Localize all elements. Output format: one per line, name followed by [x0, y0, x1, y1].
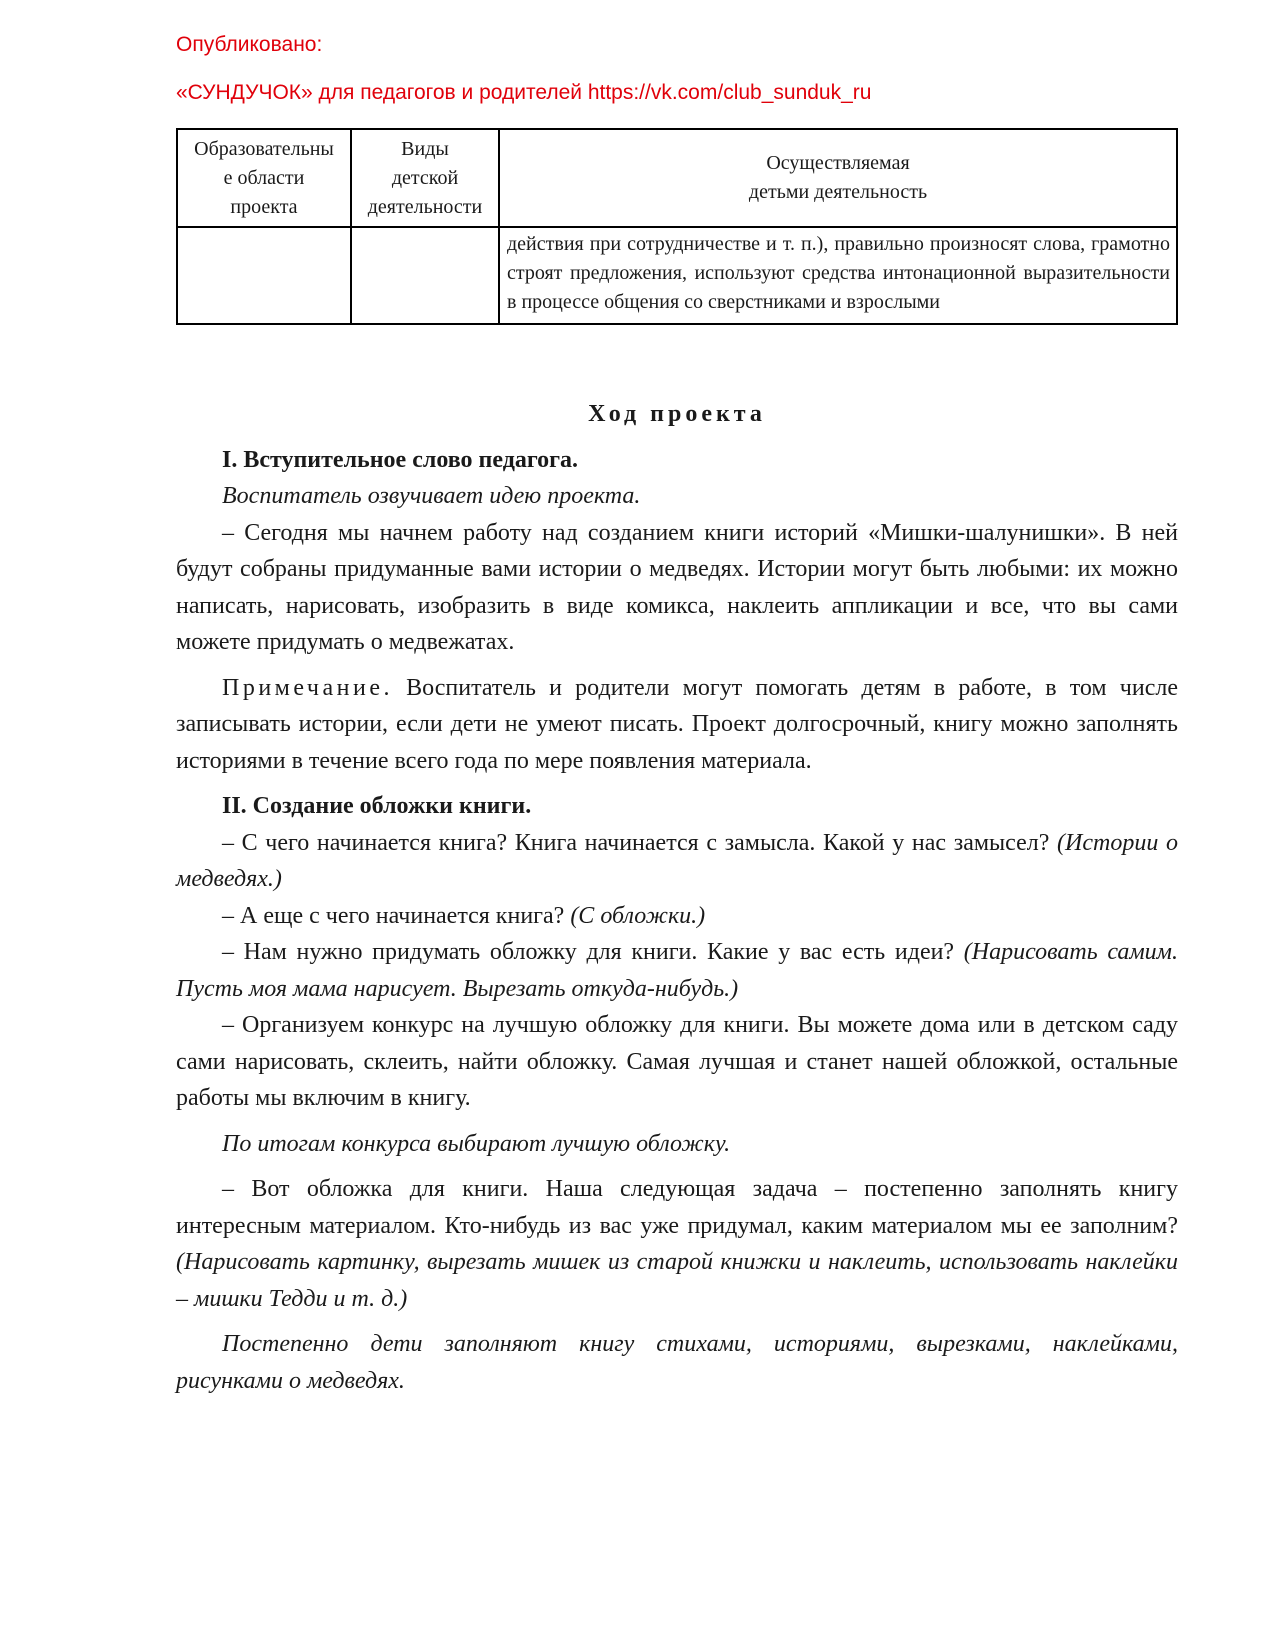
- document-body: [176, 396, 1178, 1399]
- remark-label: Примечание.: [222, 674, 393, 701]
- header-line: е области: [223, 166, 305, 189]
- contest-note: По итогам конкурса выбирают лучшую обложку.: [222, 1130, 731, 1157]
- final-note: Постепенно дети заполняют книгу стихами, историями, вырезками, наклейками, рисунками о медведях.: [176, 1331, 1178, 1394]
- question-text: – Вот обложка для книги. Наша следующая задача – постепенно заполнять книгу интересным материалом. Кто-нибудь из вас уже придумал, каким материалом мы ее заполним?: [176, 1176, 1178, 1239]
- answer-text: (Истории о медведях.): [176, 829, 1179, 892]
- header-children-activity: [499, 129, 1177, 227]
- answer-text: (С обложки.): [570, 902, 706, 929]
- header-line: деятельности: [367, 195, 483, 218]
- table-row: [177, 227, 1177, 324]
- header-line: детьми деятельность: [748, 181, 928, 203]
- question-text: – А еще с чего начинается книга?: [222, 902, 571, 929]
- header-line: Осуществляемая: [766, 152, 910, 174]
- table-header-row: [177, 129, 1177, 227]
- table-cell-areas: [177, 227, 351, 324]
- remark-text: Воспитатель и родители могут помогать детям в работе, в том числе записывать истории, если дети не умеют писать. Проект долгосрочный, книгу можно заполнять историями в течение всего года по мере появления материала.: [176, 674, 1178, 774]
- teacher-speech: – Сегодня мы начнем работу над созданием книги историй «Мишки-шалунишки». В ней будут собраны придуманные вами истории о медведях. Истории могут быть любыми: их можно написать, нарисовать, изобразить в виде комикса, наклеить аппликации и все, что вы сами можете придумать о медвежатах.: [176, 519, 1178, 655]
- header-line: детской: [391, 166, 459, 189]
- header-line: Виды: [401, 137, 449, 160]
- contest-paragraph: – Организуем конкурс на лучшую обложку для книги. Вы можете дома или в детском саду сами нарисовать, склеить, найти обложку. Самая лучшая и станет нашей обложкой, остальные работы мы включим в книгу.: [176, 1012, 1178, 1111]
- dialogue-line: [176, 934, 1178, 1007]
- teacher-note: Воспитатель озвучивает идею проекта.: [222, 483, 641, 509]
- header-line: Образовательны: [194, 137, 334, 160]
- section-2-heading: II. Создание обложки книги.: [222, 793, 532, 819]
- question-text: – Нам нужно придумать обложку для книги. Какие у вас есть идеи?: [222, 939, 964, 965]
- header-educational-areas: [177, 129, 351, 227]
- section-1-heading: I. Вступительное слово педагога.: [222, 446, 579, 473]
- dialogue-line: [176, 898, 1178, 935]
- remark-paragraph: [176, 670, 1178, 780]
- answer-text: (Нарисовать картинку, вырезать мишек из старой книжки и наклеить, использовать наклейки – мишки Тедди и т. д.): [176, 1249, 1178, 1312]
- header-activity-types: [351, 129, 499, 227]
- dialogue-line: [176, 825, 1178, 898]
- table-cell-types: [351, 227, 499, 324]
- project-table: [176, 128, 1178, 325]
- header-line: проекта: [230, 195, 298, 218]
- question-text: – С чего начинается книга? Книга начинается с замысла. Какой у нас замысел?: [222, 829, 1058, 856]
- source-line: «СУНДУЧОК» для педагогов и родителей https://vk.com/club_sunduk_ru: [176, 81, 872, 104]
- table-cell-activity: действия при сотрудничестве и т. п.), правильно произносят слова, грамотно строят предложения, используют средства интонационной выразительности в процессе общения со сверстниками и взрослыми: [499, 227, 1177, 324]
- section-title: Ход проекта: [588, 401, 766, 427]
- answer-text: (Нарисовать самим. Пусть моя мама нарисует. Вырезать откуда-нибудь.): [176, 939, 1178, 1002]
- dialogue-line: [176, 1171, 1178, 1317]
- published-label: Опубликовано:: [176, 33, 323, 56]
